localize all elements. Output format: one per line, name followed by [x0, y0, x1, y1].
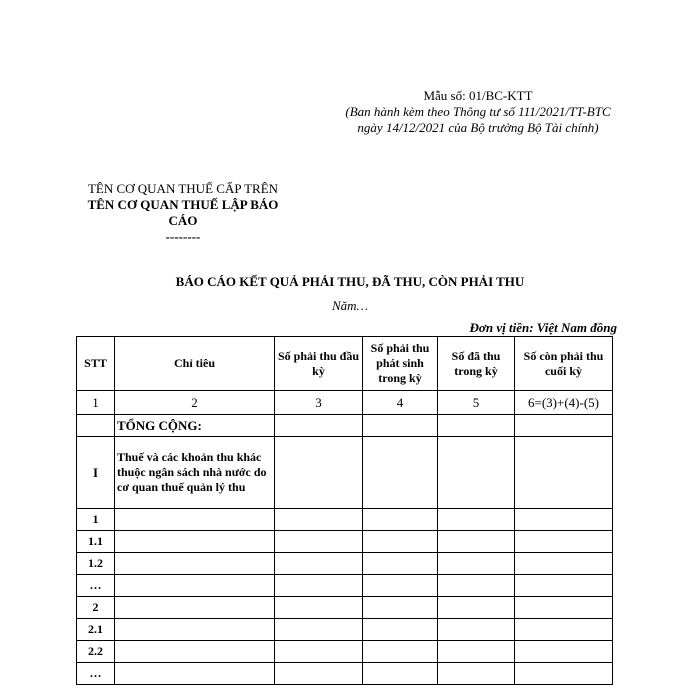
- table-row: [77, 575, 613, 597]
- table-cell: [363, 641, 438, 663]
- table-cell: [438, 575, 515, 597]
- table-cell: [363, 509, 438, 531]
- form-legal-note: (Ban hành kèm theo Thông tư số 111/2021/TT-BTC ngày 14/12/2021 của Bộ trưởng Bộ Tài chính): [345, 104, 611, 135]
- form-header: [338, 88, 618, 136]
- table-cell: [115, 531, 275, 553]
- table-header-row: [77, 337, 613, 391]
- header-period-receivable: Số phải thu phát sinh trong kỳ: [363, 337, 438, 391]
- report-table: [76, 336, 613, 685]
- row-stt: …: [77, 663, 115, 685]
- table-cell: [363, 575, 438, 597]
- row-stt: 1.2: [77, 553, 115, 575]
- table-cell: [275, 663, 363, 685]
- table-row: [77, 597, 613, 619]
- table-cell: [438, 663, 515, 685]
- row-stt: 2: [77, 597, 115, 619]
- index-cell: 4: [363, 391, 438, 415]
- report-year: Năm…: [331, 298, 369, 313]
- table-cell: [515, 509, 613, 531]
- table-cell: [363, 597, 438, 619]
- table-cell: [515, 663, 613, 685]
- table-cell: [438, 641, 515, 663]
- column-index-row: [77, 391, 613, 415]
- header-indicator: Chỉ tiêu: [115, 337, 275, 391]
- table-cell: [363, 619, 438, 641]
- row-stt: 1.1: [77, 531, 115, 553]
- row-stt: 2.1: [77, 619, 115, 641]
- table-cell: [115, 553, 275, 575]
- table-cell: [115, 641, 275, 663]
- table-cell: [363, 663, 438, 685]
- table-row: [77, 531, 613, 553]
- section-stt: I: [77, 437, 115, 509]
- table-cell: [515, 619, 613, 641]
- table-cell: [275, 437, 363, 509]
- row-stt: 2.2: [77, 641, 115, 663]
- table-cell: [515, 553, 613, 575]
- table-row: [77, 619, 613, 641]
- total-label: TỔNG CỘNG:: [115, 415, 275, 437]
- table-cell: [363, 553, 438, 575]
- agency-reporting-name: TÊN CƠ QUAN THUẾ LẬP BÁO CÁO: [87, 197, 279, 228]
- index-cell: 6=(3)+(4)-(5): [515, 391, 613, 415]
- form-code: Mẫu số: 01/BC-KTT: [423, 88, 533, 103]
- index-cell: 5: [438, 391, 515, 415]
- table-cell: [515, 575, 613, 597]
- table-cell: [438, 531, 515, 553]
- index-cell: 3: [275, 391, 363, 415]
- header-closing-receivable: Số còn phải thu cuối kỳ: [515, 337, 613, 391]
- row-stt: …: [77, 575, 115, 597]
- table-row: [77, 553, 613, 575]
- table-cell: [438, 509, 515, 531]
- section-row: [77, 437, 613, 509]
- agency-block: [76, 181, 290, 245]
- table-cell: [515, 415, 613, 437]
- table-cell: [275, 553, 363, 575]
- agency-upper-name: TÊN CƠ QUAN THUẾ CẤP TRÊN: [87, 181, 279, 196]
- table-cell: [115, 663, 275, 685]
- table-cell: [115, 597, 275, 619]
- table-cell: [515, 641, 613, 663]
- table-row: [77, 641, 613, 663]
- table-cell: [275, 509, 363, 531]
- table-cell: [275, 531, 363, 553]
- table-cell: [438, 619, 515, 641]
- table-cell: [438, 553, 515, 575]
- table-row: [77, 663, 613, 685]
- total-row: [77, 415, 613, 437]
- index-cell: 1: [77, 391, 115, 415]
- index-cell: 2: [115, 391, 275, 415]
- table-cell: [363, 415, 438, 437]
- table-cell: [438, 597, 515, 619]
- table-cell: [363, 531, 438, 553]
- report-title: BÁO CÁO KẾT QUẢ PHẢI THU, ĐÃ THU, CÒN PHẢI THU: [175, 274, 525, 289]
- header-stt: STT: [77, 337, 115, 391]
- table-cell: [77, 415, 115, 437]
- table-cell: [115, 619, 275, 641]
- table-cell: [515, 437, 613, 509]
- table-cell: [115, 575, 275, 597]
- table-cell: [438, 437, 515, 509]
- table-cell: [275, 575, 363, 597]
- table-cell: [115, 509, 275, 531]
- section-label: Thuế và các khoản thu khác thuộc ngân sách nhà nước do cơ quan thuế quản lý thu: [115, 437, 275, 509]
- table-cell: [363, 437, 438, 509]
- table-cell: [515, 531, 613, 553]
- table-cell: [438, 415, 515, 437]
- table-cell: [275, 597, 363, 619]
- header-opening-receivable: Số phải thu đầu kỳ: [275, 337, 363, 391]
- table-cell: [515, 597, 613, 619]
- table-cell: [275, 619, 363, 641]
- row-stt: 1: [77, 509, 115, 531]
- header-collected: Số đã thu trong kỳ: [438, 337, 515, 391]
- currency-unit: Đơn vị tiền: Việt Nam đồng: [469, 320, 617, 335]
- table-cell: [275, 415, 363, 437]
- agency-divider: --------: [165, 229, 201, 244]
- table-cell: [275, 641, 363, 663]
- table-row: [77, 509, 613, 531]
